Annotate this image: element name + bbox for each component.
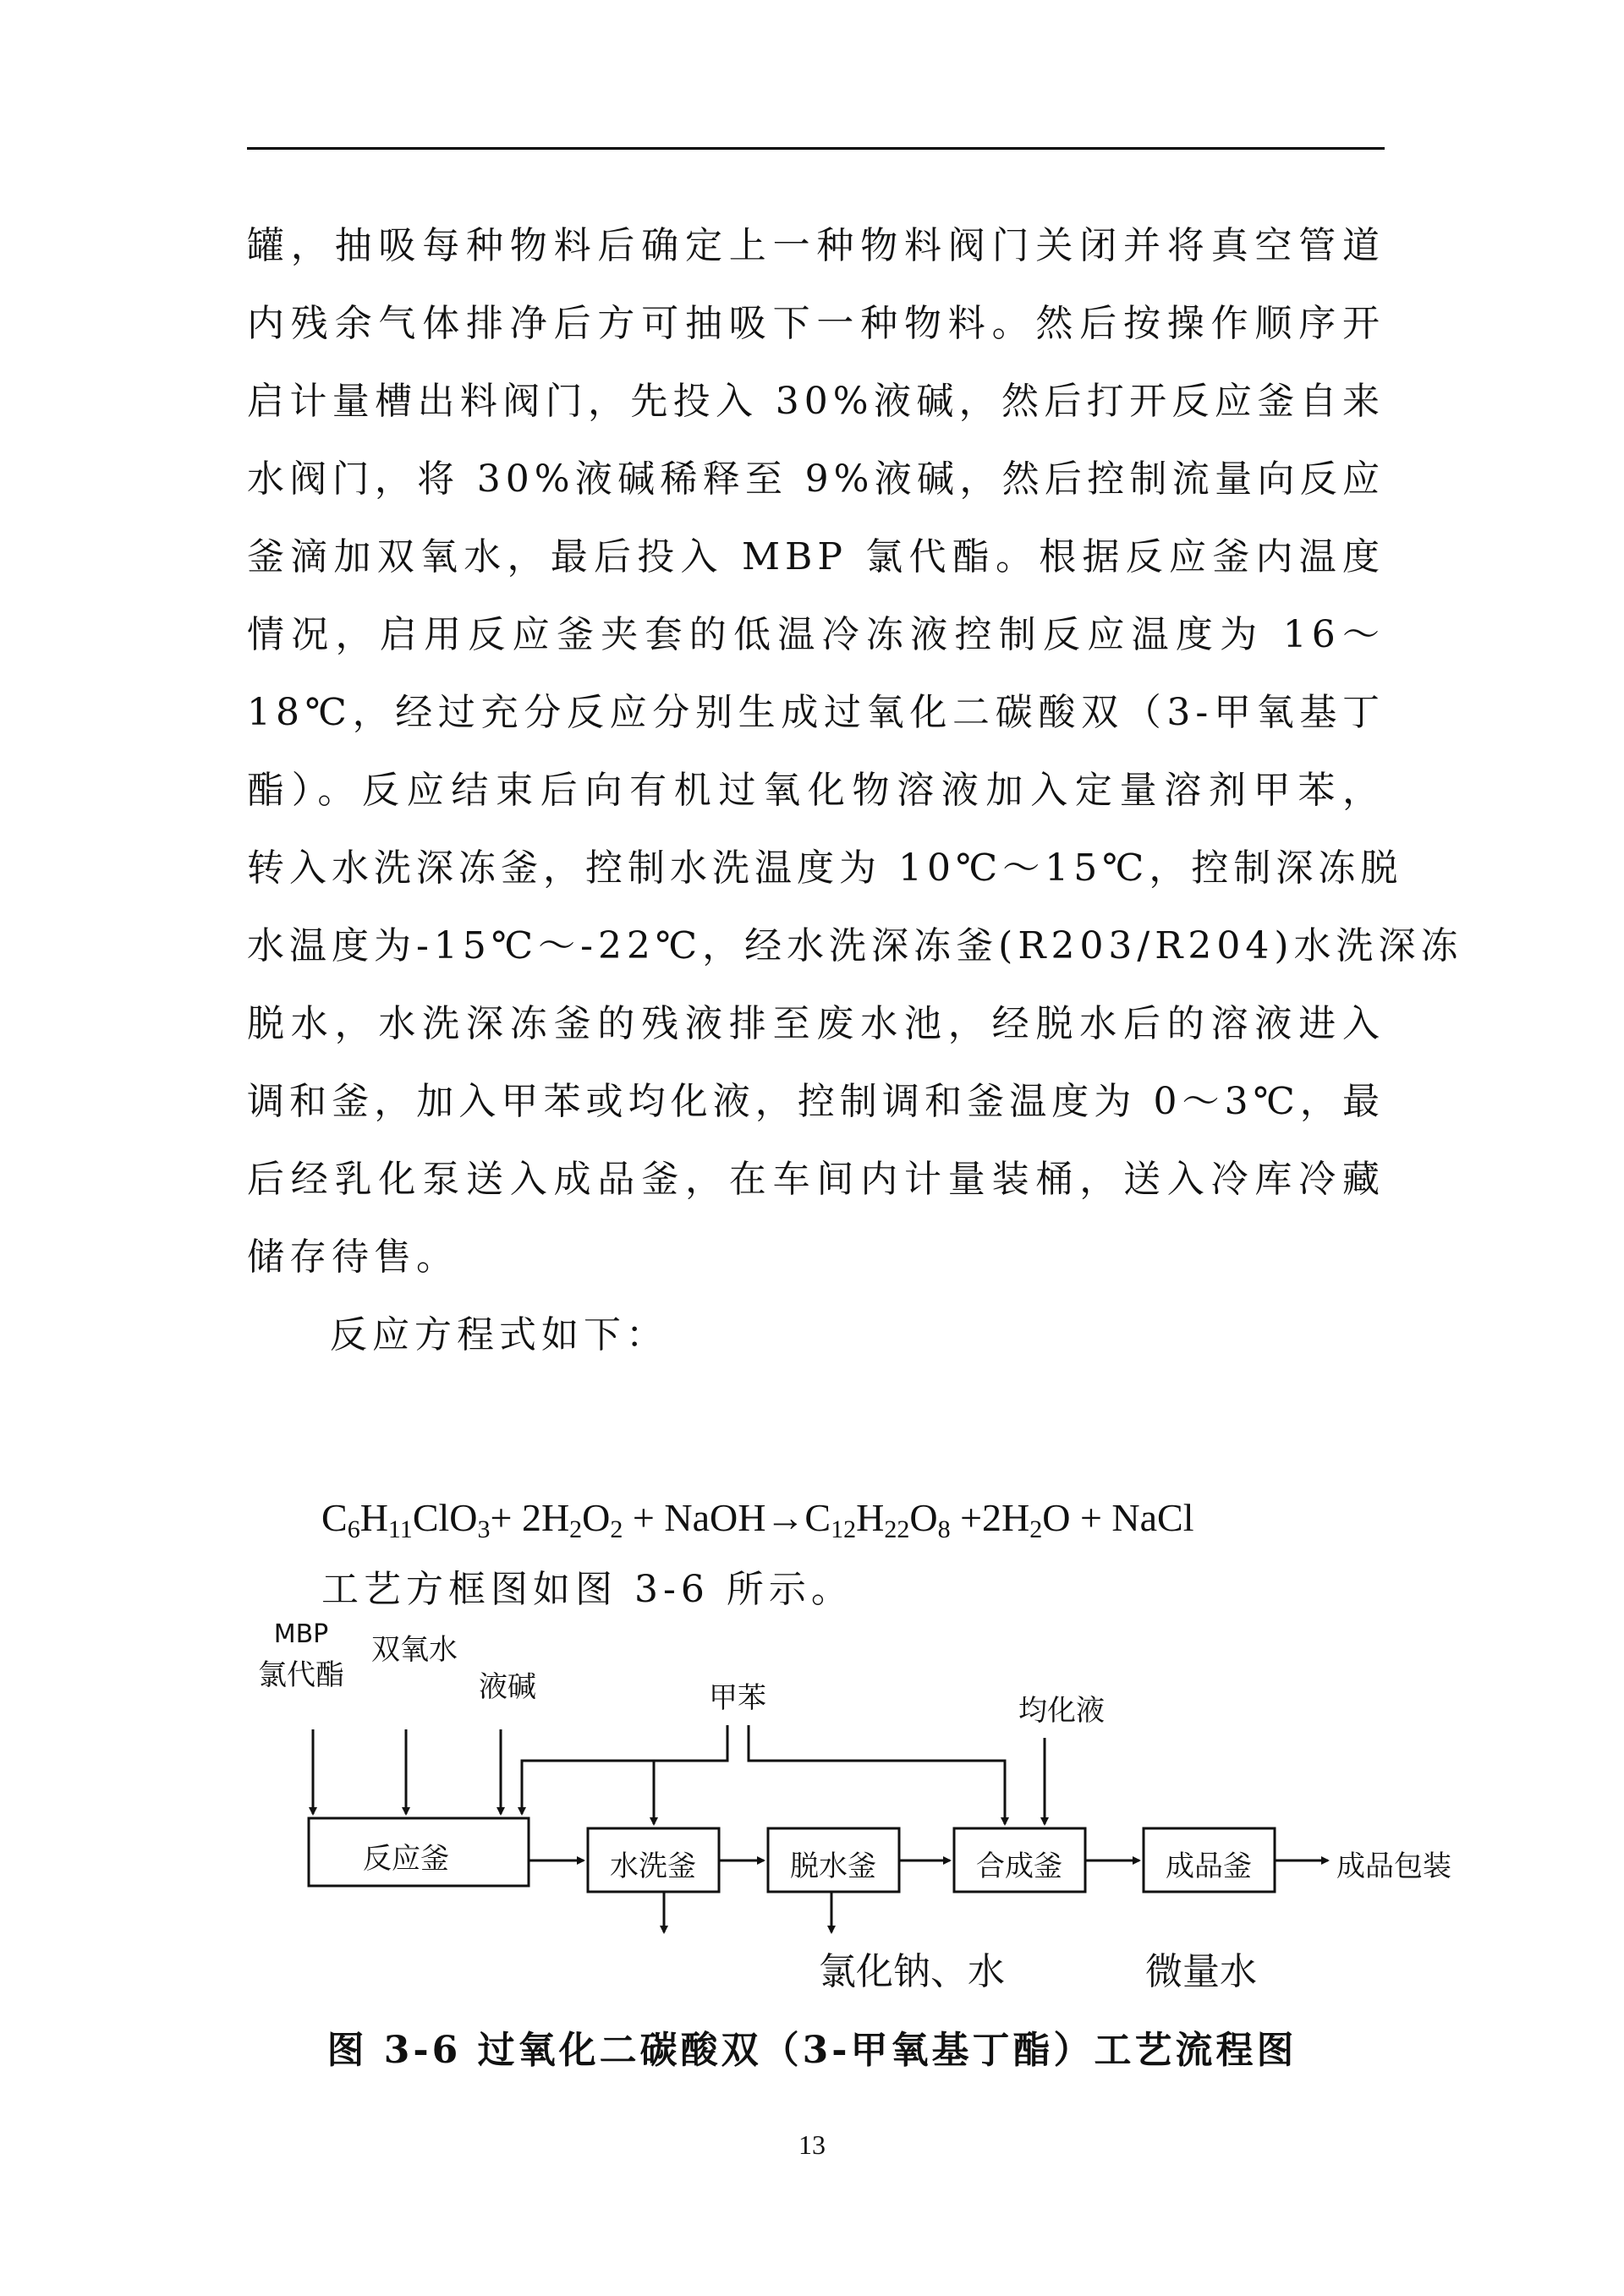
eq-sub: 11 — [387, 1515, 413, 1543]
figure-caption: 图 3-6 过氧化二碳酸双（3-甲氧基丁酯）工艺流程图 — [326, 2029, 1298, 2072]
paragraph-line: 转入水洗深冻釜，控制水洗温度为 10℃～15℃，控制深冻脱 — [247, 847, 1403, 890]
dehydrator-label: 脱水釜 — [790, 1849, 876, 1883]
toluene-to-blender — [749, 1725, 1005, 1824]
eq-part: + NaOH→C — [623, 1496, 831, 1539]
figure-reference: 工艺方框图如图 3-6 所示。 — [321, 1568, 853, 1611]
eq-part: O + NaCl — [1042, 1496, 1194, 1539]
washer-byproduct-label: 氯化钠、水 — [819, 1950, 1005, 1993]
page-number: 13 — [798, 2129, 826, 2160]
blender-label: 合成釜 — [976, 1849, 1062, 1883]
paragraph-line: 水阀门，将 30%液碱稀释至 9%液碱，然后控制流量向反应 — [247, 458, 1385, 501]
dehydrator-byproduct-label: 微量水 — [1145, 1950, 1257, 1993]
washer-label: 水洗釜 — [610, 1849, 696, 1883]
eq-part: C — [321, 1496, 348, 1539]
packaging-label: 成品包装 — [1336, 1849, 1451, 1883]
lye-label: 液碱 — [479, 1670, 536, 1704]
paragraph-line: 酯）。反应结束后向有机过氧化物溶液加入定量溶剂甲苯， — [247, 769, 1385, 812]
mbp-label-line2: 氯代酯 — [258, 1658, 344, 1692]
eq-sub: 8 — [937, 1515, 951, 1543]
toluene-label: 甲苯 — [709, 1681, 766, 1715]
eq-part: + 2H — [490, 1496, 570, 1539]
paragraph-line: 调和釜，加入甲苯或均化液，控制调和釜温度为 0～3℃，最 — [247, 1080, 1385, 1123]
mbp-label-line1: MBP — [273, 1619, 329, 1649]
h2o2-label: 双氧水 — [371, 1633, 458, 1667]
reactor-label: 反应釜 — [363, 1842, 449, 1876]
paragraph-line: 脱水，水洗深冻釜的残液排至废水池，经脱水后的溶液进入 — [247, 1002, 1385, 1045]
header-rule — [247, 147, 1385, 150]
paragraph-line: 18℃，经过充分反应分别生成过氧化二碳酸双（3-甲氧基丁 — [247, 691, 1385, 734]
eq-sub: 6 — [347, 1515, 360, 1543]
eq-part: H — [359, 1496, 388, 1539]
toluene-to-reactor — [522, 1725, 727, 1814]
paragraph-line: 储存待售。 — [247, 1236, 458, 1279]
eq-sub: 22 — [884, 1515, 910, 1543]
paragraph-line: 内残余气体排净后方可抽吸下一种物料。然后按操作顺序开 — [247, 302, 1385, 345]
homogenizer-label: 均化液 — [1018, 1694, 1105, 1728]
eq-sub: 3 — [477, 1515, 491, 1543]
product-tank-label: 成品釜 — [1166, 1849, 1252, 1883]
body-paragraph — [247, 207, 1463, 1374]
chemical-equation — [321, 1484, 1194, 1552]
paragraph-line: 罐，抽吸每种物料后确定上一种物料阀门关闭并将真空管道 — [247, 224, 1385, 267]
paragraph-line: 情况，启用反应釜夹套的低温冷冻液控制反应温度为 16～ — [247, 613, 1385, 656]
paragraph-line: 启计量槽出料阀门，先投入 30%液碱，然后打开反应釜自来 — [247, 380, 1385, 423]
process-flow-diagram — [237, 1619, 1472, 2025]
eq-part: O — [909, 1496, 938, 1539]
paragraph-line: 水温度为-15℃～-22℃，经水洗深冻釜(R203/R204)水洗深冻 — [247, 924, 1463, 967]
eq-part: +2H — [950, 1496, 1030, 1539]
paragraph-line: 后经乳化泵送入成品釜，在车间内计量装桶，送入冷库冷藏 — [247, 1158, 1385, 1201]
eq-sub: 2 — [1029, 1515, 1043, 1543]
eq-sub: 2 — [610, 1515, 623, 1543]
eq-part: H — [856, 1496, 885, 1539]
eq-part: ClO — [412, 1496, 478, 1539]
eq-sub: 12 — [831, 1515, 857, 1543]
eq-sub: 2 — [569, 1515, 583, 1543]
equation-intro: 反应方程式如下： — [330, 1313, 668, 1356]
paragraph-line: 釜滴加双氧水，最后投入 MBP 氯代酯。根据反应釜内温度 — [247, 535, 1385, 578]
eq-part: O — [582, 1496, 611, 1539]
